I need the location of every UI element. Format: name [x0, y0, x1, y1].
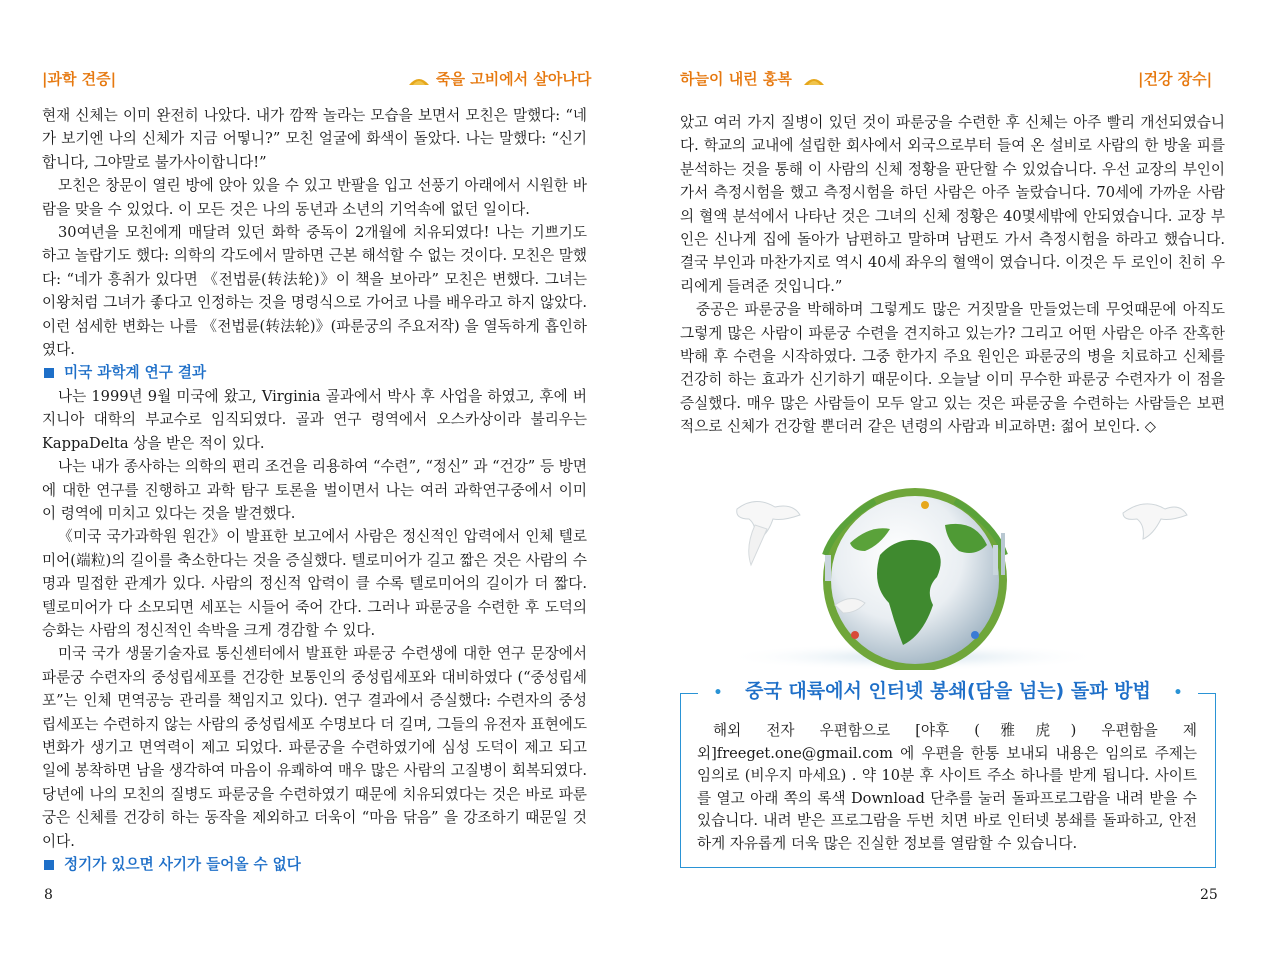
- paragraph: 30여년을 모친에게 매달려 있던 화학 중독이 2개월에 치유되였다! 나는 기쁘기도 하고 놀랍기도 했다: 의학의 각도에서 말하면 근본 해석할 수 없는 것이다. 모친은 말했다: “네가 흥취가 있다면 《전법륜(转法轮)》이 책을 보아라” 모친은 변했다. 그녀는 이왕처럼 그녀가 좋다고 인정하는 것을 명령식으로 가어코 나를 배우라고 하지 않았다. 이런 섬세한 변화는 나를 《전법륜(转法轮)》(파룬궁의 주요저작) 을 열독하게 흡인하였다.: [42, 224, 587, 359]
- paragraph: 미국 국가 생물기술자료 통신센터에서 발표한 파룬궁 수련생에 대한 연구 문장에서 파룬궁 수련자의 중성립세포를 건강한 보통인의 중성립세포와 대비하였다 (“중성립세포”는 인체 면역공능 관리를 책임지고 있다). 연구 결과에서 증실했다: 수련자의 중성립세포는 수련하지 않는 사람의 중성립세포 수명보다 더 길며, 그들의 유전자 표현에도 변화가 생기고 면역력이 제고 되었다. 파룬궁을 수련하였기에 심성 도덕이 제고 되고 일에 봉착하면 남을 생각하여 마음이 유쾌하여 매우 많은 사람의 고질병이 회복되였다. 당년에 나의 모친의 질병도 파룬궁을 수련하였기 때문에 치유되였다는 것은 바로 파룬궁은 신체를 건강히 하는 동작을 제외하고 더욱이 “마음 닦음” 을 강조하기 때문일 것이다.: [42, 645, 587, 850]
- left-page: [0, 0, 632, 978]
- right-body: [680, 111, 1225, 439]
- paragraph: 중공은 파룬궁을 박해하며 그렇게도 많은 거짓말을 만들었는데 무엇때문에 아직도 그렇게 많은 사람이 파룬궁 수련을 견지하고 있는가? 그리고 어떤 사람은 아주 잔혹한 박해 후 수련을 시작하였다. 그중 한가지 주요 원인은 파룬궁의 병을 치료하고 신체를 건강히 하는 효과가 신기하기 때문이다. 오늘날 이미 무수한 파룬궁 수련자가 이 점을 증실했다. 매우 많은 사람들이 모두 알고 있는 것은 파룬궁을 수련하는 사람들은 보편적으로 신체가 건강할 뿐더러 같은 년령의 사람과 비교하면: 젊어 보인다. ◇: [680, 301, 1225, 436]
- paragraph: 나는 내가 종사하는 의학의 편리 조건을 리용하여 “수련”, “정신” 과 “건강” 등 방면에 대한 연구를 진행하고 과학 탐구 토론을 벌이면서 나는 여러 과학연구중에서 이미 이 령역에 미치고 있다는 것을 발견했다.: [42, 458, 587, 522]
- lotus-icon: [408, 74, 430, 86]
- info-box-body: [697, 720, 1197, 855]
- square-bullet-icon: [44, 368, 54, 378]
- section-heading-text: 정기가 있으면 사기가 들어올 수 없다: [64, 856, 301, 873]
- dot-icon: •: [1166, 685, 1191, 701]
- square-bullet-icon: [44, 860, 54, 870]
- left-body: [42, 104, 587, 876]
- paragraph: 았고 여러 가지 질병이 있던 것이 파룬궁을 수련한 후 신체는 아주 빨리 개선되였습니다. 학교의 교내에 설립한 회사에서 외국으로부터 들여 온 설비로 사람의 한 방울 피를 분석하는 것을 통해 이 사람의 신체 정황을 판단할 수 있었습니다. 우선 교장의 부인이 가서 측정시험을 했고 측정시험을 하던 사람은 아주 놀랐습니다. 70세에 가까운 사람의 혈액 분석에서 나타난 것은 그녀의 신체 정황은 40몇세밖에 안되였습니다. 교장 부인은 신나게 집에 돌아가 남편하고 말하며 남편도 가서 측정시험을 하라고 했습니다. 결국 부인과 마찬가지로 역시 40세 좌우의 혈액이 였습니다. 이것은 두 로인이 친히 우리에게 들려준 것입니다.”: [680, 114, 1225, 295]
- page-number: 8: [44, 887, 53, 903]
- info-box-text: 해외 전자 우편함으로 [야후 (雅虎) 우편함을 제외]freeget.one@gmail.com 에 우편을 한통 보내되 내용은 임의로 주제는 임의로 (비우지 마세요) . 약 10분 후 사이트 주소 하나를 받게 됩니다. 사이트를 열고 아래 쪽의 록색 Download 단추를 눌러 돌파프로그람을 내려 받을 수 있습니다. 내려 받은 프로그람을 두번 치면 바로 인터넷 봉쇄를 돌파하고, 안전하게 자유롭게 더욱 많은 진실한 정보를 열람할 수 있습니다.: [697, 722, 1197, 852]
- paragraph: 현재 신체는 이미 완전히 나았다. 내가 깜짝 놀라는 모습을 보면서 모친은 말했다: “네가 보기엔 나의 신체가 지금 어떻니?” 모친 얼굴에 화색이 돌았다. 나는 말했다: “신기합니다, 그야말로 불가사이합니다!”: [42, 107, 587, 171]
- right-header-left: [680, 68, 831, 89]
- paragraph: 모친은 창문이 열린 방에 앉아 있을 수 있고 반팔을 입고 선풍기 아래에서 시원한 바람을 맞을 수 있었다. 이 모든 것은 나의 동년과 소년의 기억속에 없던 일이다.: [42, 177, 587, 218]
- info-box-title-text: 중국 대륙에서 인터넷 봉쇄(담을 넘는) 돌파 방법: [737, 680, 1159, 702]
- section-heading: [42, 361, 587, 384]
- right-header-right: |건강 장수|: [1138, 70, 1213, 88]
- left-header-right: [408, 68, 591, 89]
- left-header-section-title: 과학 견증: [47, 70, 111, 88]
- left-header-article-title: 죽을 고비에서 살아나다: [436, 70, 592, 88]
- left-header-left: |과학 견증|: [42, 70, 117, 88]
- dot-icon: •: [706, 685, 731, 701]
- right-header-article-title: 하늘이 내린 홍복: [680, 70, 792, 88]
- globe-illustration: [675, 485, 1223, 670]
- section-heading-text: 미국 과학계 연구 결과: [64, 364, 207, 382]
- paragraph: 나는 1999년 9월 미국에 왔고, Virginia 골과에서 박사 후 사업을 하였고, 후에 버지니아 대학의 부교수로 임직되였다. 골과 연구 령역에서 오스카상이라 불리우는 KappaDelta 상을 받은 적이 있다.: [42, 387, 587, 452]
- page-number: 25: [1200, 887, 1218, 903]
- info-box-title: [680, 676, 1216, 703]
- section-heading: [42, 853, 587, 876]
- lotus-icon: [803, 74, 825, 86]
- paragraph: 《미국 국가과학원 원간》이 발표한 보고에서 사람은 정신적인 압력에서 인체 텔로미어(端粒)의 길이를 축소한다는 것을 증실했다. 텔로미어가 길고 짧은 것은 사람의 수명과 밀접한 관계가 있다. 사람의 정신적 압력이 클 수록 텔로미어의 길이가 더 짧다. 텔로미어가 다 소모되면 세포는 시들어 죽어 간다. 그러나 파룬궁을 수련한 후 도덕의 승화는 사람의 정신적인 속박을 크게 경감할 수 있다.: [42, 528, 587, 639]
- right-header-section-title: 건강 장수: [1143, 70, 1207, 88]
- globe-with-doves-icon: [675, 485, 1223, 670]
